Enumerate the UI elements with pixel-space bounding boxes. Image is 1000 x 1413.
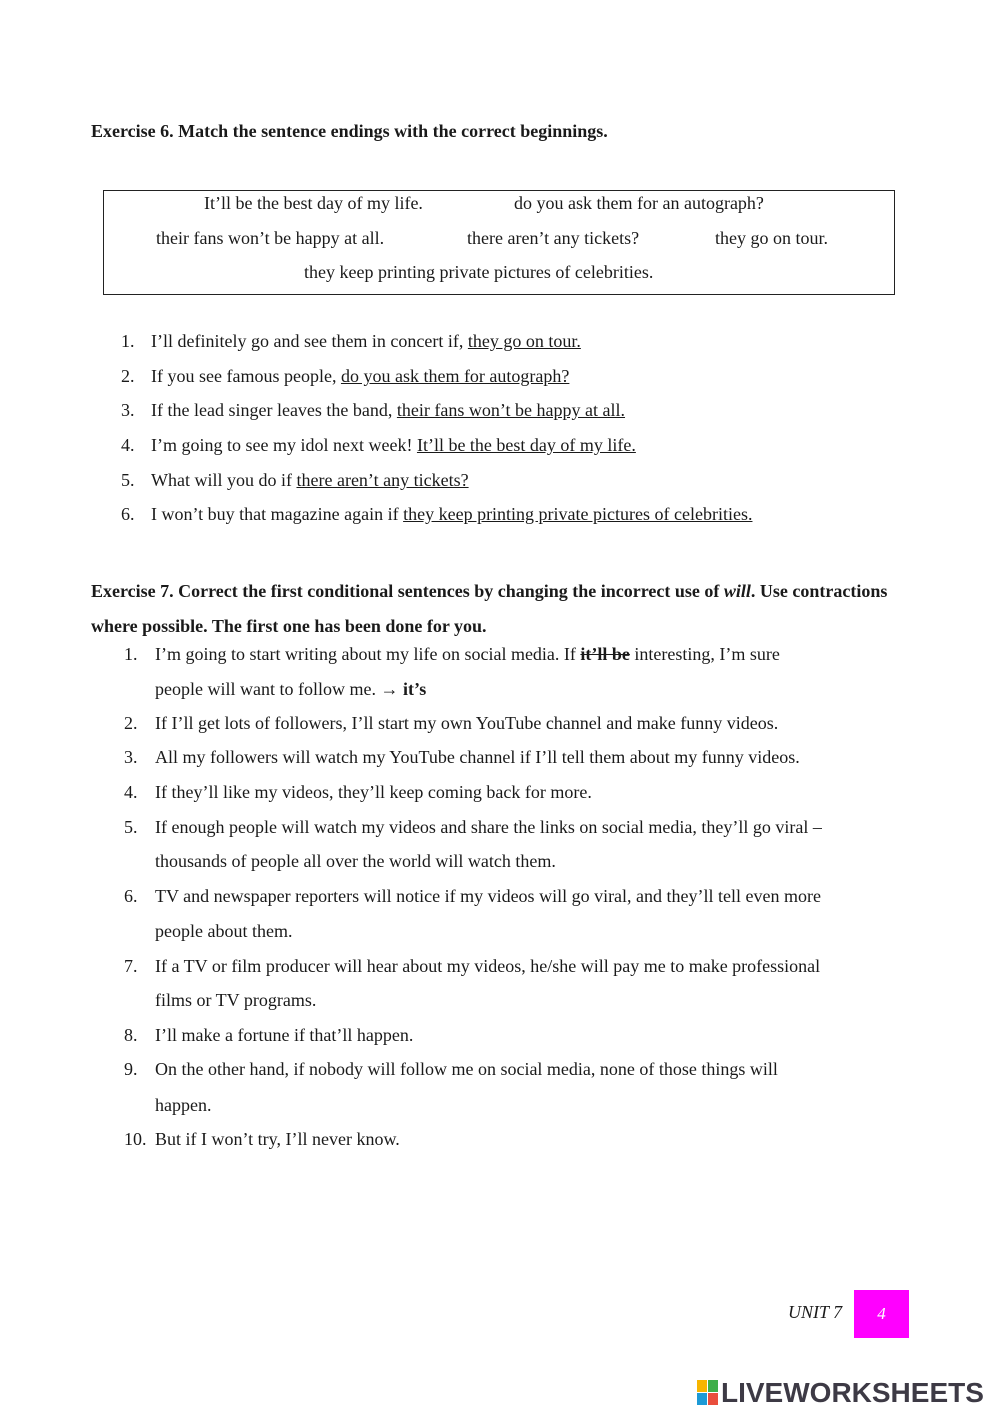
item-text: What will you do if: [151, 470, 297, 490]
word-box: [103, 190, 895, 295]
item-text: I won’t buy that magazine again if: [151, 504, 404, 524]
word-box-option: do you ask them for an autograph?: [514, 193, 764, 213]
logo-text: LIVEWORKSHEETS: [721, 1377, 984, 1408]
item-number: 6.: [121, 504, 135, 524]
item-number: 3.: [121, 400, 135, 420]
item-number: 6.: [124, 886, 138, 906]
item-text[interactable]: If they’ll like my videos, they’ll keep coming back for more.: [155, 782, 592, 802]
arrow-icon: →: [380, 679, 399, 699]
title-text: . Use contractions where possible. The first one has been done for you.: [91, 581, 888, 636]
item-text: interesting, I’m sure: [629, 644, 780, 664]
title-italic-word: will: [723, 581, 751, 601]
answer-field[interactable]: do you ask them for autograph?: [340, 366, 570, 386]
word-box-option: there aren’t any tickets?: [467, 228, 640, 248]
item-text: happen.: [155, 1095, 212, 1115]
example-answer: it’s: [402, 679, 427, 699]
exercise-6-title: Exercise 6. Match the sentence endings with the correct beginnings.: [91, 121, 608, 141]
item-number: 5.: [121, 470, 135, 490]
answer-field[interactable]: they go on tour.: [467, 331, 581, 351]
item-number: 1.: [121, 331, 135, 351]
item-text: I’m going to start writing about my life on social media. If: [155, 644, 581, 664]
item-text: I’ll definitely go and see them in concert if,: [151, 331, 468, 351]
item-text[interactable]: TV and newspaper reporters will notice if my videos will go viral, and they’ll tell even more: [155, 886, 821, 906]
item-text: films or TV programs.: [155, 990, 317, 1010]
item-number: 2.: [124, 713, 138, 733]
item-number: 4.: [121, 435, 135, 455]
unit-label: UNIT 7: [788, 1302, 843, 1322]
item-text: people will want to follow me.: [155, 679, 381, 699]
item-text[interactable]: If enough people will watch my videos and share the links on social media, they’ll go viral –: [155, 817, 822, 837]
item-text: I’m going to see my idol next week!: [151, 435, 417, 455]
item-number: 9.: [124, 1059, 138, 1079]
logo-icon: [697, 1380, 719, 1406]
item-text[interactable]: But if I won’t try, I’ll never know.: [155, 1129, 400, 1149]
item-text[interactable]: If a TV or film producer will hear about my videos, he/she will pay me to make professional: [155, 956, 821, 976]
item-text[interactable]: If I’ll get lots of followers, I’ll start my own YouTube channel and make funny videos.: [155, 713, 779, 733]
struck-text: it’ll be: [580, 644, 630, 664]
page-number: 4: [854, 1290, 909, 1338]
liveworksheets-logo: [697, 1378, 984, 1408]
item-number: 3.: [124, 747, 138, 767]
word-box-option: they go on tour.: [715, 228, 828, 248]
item-number: 5.: [124, 817, 138, 837]
item-text[interactable]: On the other hand, if nobody will follow me on social media, none of those things will: [155, 1059, 778, 1079]
item-number: 1.: [124, 644, 138, 664]
answer-field[interactable]: there aren’t any tickets?: [296, 470, 469, 490]
answer-field[interactable]: their fans won’t be happy at all.: [396, 400, 626, 420]
item-text[interactable]: I’ll make a fortune if that’ll happen.: [155, 1025, 414, 1045]
item-number: 7.: [124, 956, 138, 976]
word-box-option: they keep printing private pictures of celebrities.: [304, 262, 654, 282]
answer-field[interactable]: they keep printing private pictures of celebrities.: [403, 504, 753, 524]
word-box-option: their fans won’t be happy at all.: [156, 228, 385, 248]
item-text: If you see famous people,: [151, 366, 341, 386]
title-text: Exercise 7. Correct the first conditional sentences by changing the incorrect use of: [91, 581, 724, 601]
item-text[interactable]: All my followers will watch my YouTube channel if I’ll tell them about my funny videos.: [155, 747, 800, 767]
item-number: 8.: [124, 1025, 138, 1045]
item-text: thousands of people all over the world will watch them.: [155, 851, 556, 871]
exercise-7-title: [91, 574, 911, 644]
item-number: 4.: [124, 782, 138, 802]
item-number: 10.: [124, 1129, 147, 1149]
answer-field[interactable]: It’ll be the best day of my life.: [416, 435, 636, 455]
item-number: 2.: [121, 366, 135, 386]
word-box-option: It’ll be the best day of my life.: [204, 193, 423, 213]
item-text: people about them.: [155, 921, 293, 941]
item-text: If the lead singer leaves the band,: [151, 400, 397, 420]
